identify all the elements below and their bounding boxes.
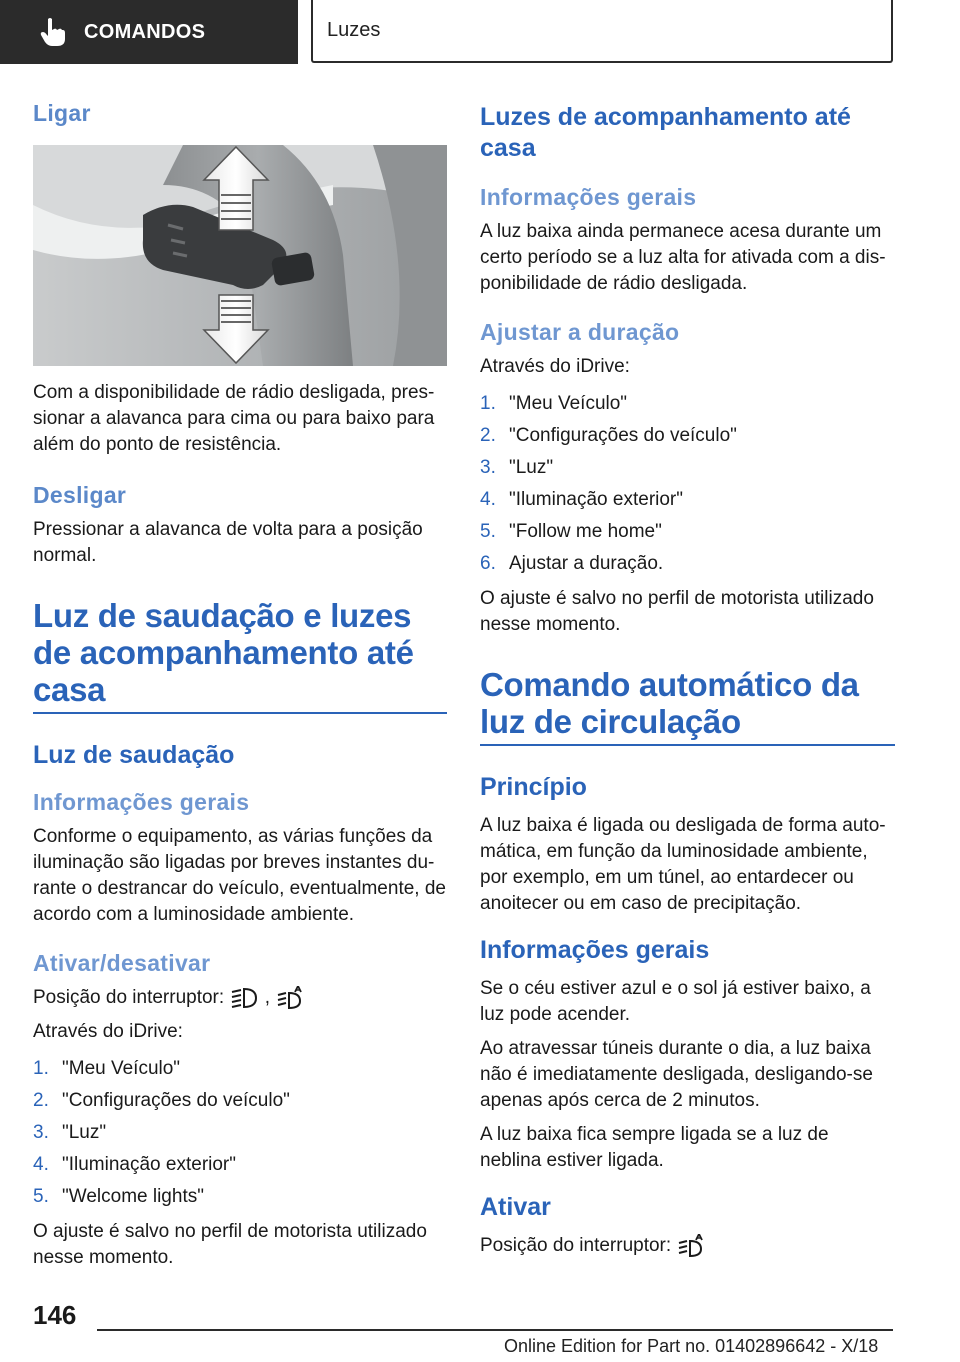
principio-title: Princípio xyxy=(480,773,587,801)
switch-position-line xyxy=(33,985,447,1011)
ligar-heading: Ligar xyxy=(33,100,91,126)
list-item: 2. "Configurações do veículo" xyxy=(33,1090,290,1111)
edition-note: Online Edition for Part no. 01402896642 - X/18 xyxy=(504,1336,879,1356)
info2-paragraph-2: Ao atravessar túneis durante o dia, a luz baixa não é imediatamente desligada, desligando-se apenas após cerca de 2 minutos. xyxy=(480,1038,873,1111)
info2-paragraph-3: A luz baixa fica sempre ligada se a luz de neblina estiver ligada. xyxy=(480,1124,829,1171)
list-item: 4. "Iluminação exterior" xyxy=(480,489,684,510)
info-text-follow: A luz baixa ainda permanece acesa durante um certo período se a luz alta for ativada com a disponibilidade de rádio desligada. xyxy=(480,221,886,294)
info-text-welcome: Conforme o equipamento, as várias funções da iluminação são ligadas por breves instantes durante o destrancar do veículo, eventualmente, de acordo com a luminosidade ambiente. xyxy=(33,826,446,925)
principio-text: A luz baixa é ligada ou desligada de forma automática, em função da luminosidade ambiente, por exemplo, em um túnel, ao entardecer ou anoitecer ou em caso de precipitação. xyxy=(480,815,886,914)
stalk-photo-image xyxy=(33,145,447,366)
footer-divider xyxy=(97,1329,893,1331)
right-column xyxy=(480,100,895,1267)
info-heading-follow: Informações gerais xyxy=(480,184,697,210)
idrive-label-follow: Através do iDrive: xyxy=(480,356,630,377)
section-title-welcome: Luz de saudação xyxy=(33,741,235,769)
chapter-title-auto: Comando automático da luz de circulação xyxy=(480,666,895,746)
section-title-follow: Luzes de acompanhamento até casa xyxy=(480,103,851,162)
info-heading-welcome: Informações gerais xyxy=(33,789,250,815)
ligar-text: Com a disponibilidade de rádio desligada, pressionar a alavanca para cima ou para baixo para além do ponto de resistência. xyxy=(33,382,435,455)
page-title-box xyxy=(311,0,893,63)
switch-separator: , xyxy=(264,987,271,1008)
list-item: 1. "Meu Veículo" xyxy=(33,1058,181,1079)
list-item: 6. Ajustar a duração. xyxy=(480,553,664,574)
chapter-tab xyxy=(0,0,298,64)
list-item: 4. "Iluminação exterior" xyxy=(33,1154,237,1175)
list-item: 5. "Welcome lights" xyxy=(33,1186,204,1207)
switch-position-line-auto xyxy=(480,1233,895,1259)
ativar-heading: Ativar/desativar xyxy=(33,950,211,976)
page-number: 146 xyxy=(33,1300,77,1330)
saved-text-welcome: O ajuste é salvo no perfil de motorista utilizado nesse momento. xyxy=(33,1221,427,1268)
duracao-heading: Ajustar a duração xyxy=(480,319,680,345)
desligar-text: Pressionar a alavanca de volta para a posição normal. xyxy=(33,519,423,566)
switch-label: Posição do interruptor: xyxy=(33,987,225,1008)
desligar-heading: Desligar xyxy=(33,482,127,508)
list-item: 3. "Luz" xyxy=(480,457,554,478)
low-beam-icon xyxy=(229,986,259,1010)
chapter-title-welcome: Luz de saudação e luzes de acompanhamento até casa xyxy=(33,597,447,714)
follow-steps-list xyxy=(480,388,895,580)
saved-text-follow: O ajuste é salvo no perfil de motorista utilizado nesse momento. xyxy=(480,588,874,635)
list-item: 2. "Configurações do veículo" xyxy=(480,425,737,446)
list-item: 1. "Meu Veículo" xyxy=(480,393,628,414)
welcome-steps-list xyxy=(33,1053,447,1213)
hand-pointer-icon xyxy=(40,17,66,47)
idrive-label: Através do iDrive: xyxy=(33,1021,183,1042)
list-item: 3. "Luz" xyxy=(33,1122,107,1143)
section-label: COMANDOS xyxy=(84,20,206,43)
switch-label-auto: Posição do interruptor: xyxy=(480,1235,672,1256)
auto-light-icon xyxy=(275,986,305,1010)
auto-light-icon xyxy=(676,1234,706,1258)
info2-title: Informações gerais xyxy=(480,936,710,964)
info2-paragraph-1: Se o céu estiver azul e o sol já estiver baixo, a luz pode acender. xyxy=(480,978,871,1025)
ativar-title: Ativar xyxy=(480,1193,551,1221)
page-title: Luzes xyxy=(327,19,381,41)
left-column xyxy=(33,100,447,1279)
list-item: 5. "Follow me home" xyxy=(480,521,662,542)
